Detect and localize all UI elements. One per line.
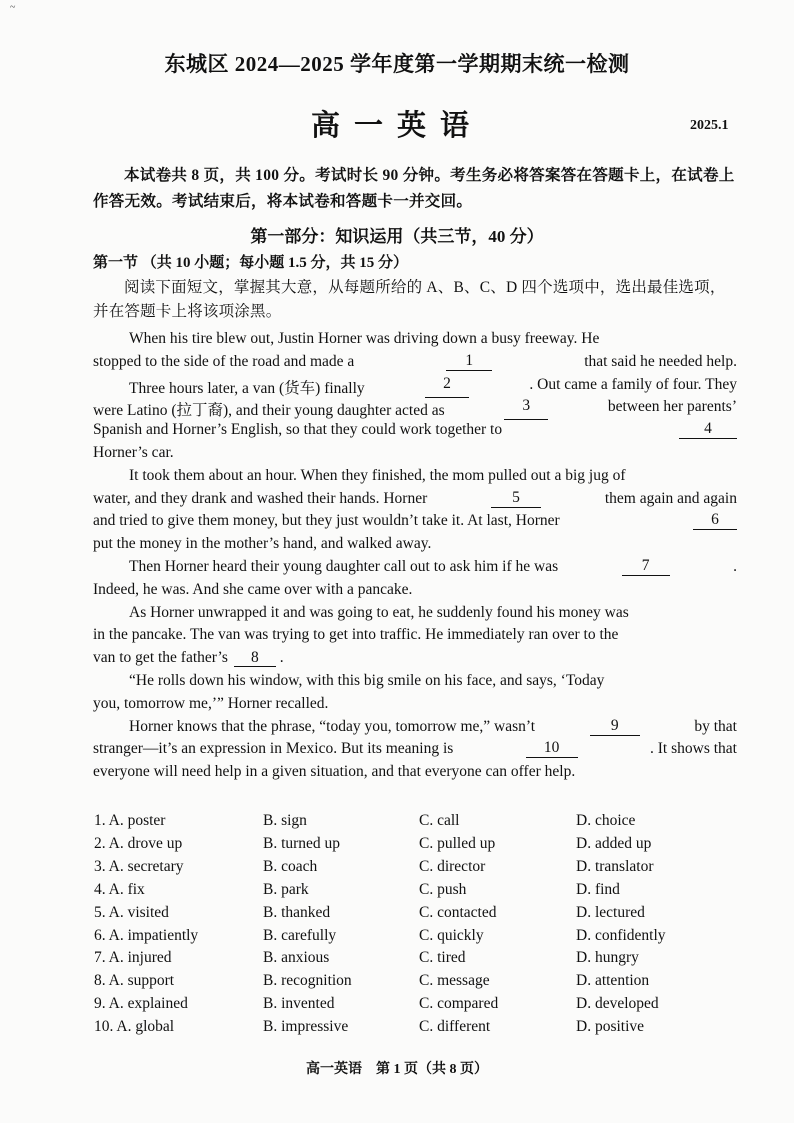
cloze-blank[interactable]: 8 <box>234 650 276 667</box>
option-choice[interactable]: C. tired <box>419 949 466 967</box>
passage-text: by that <box>694 717 737 735</box>
passage-line <box>93 421 737 439</box>
part-title: 第一部分：知识运用（共三节，40 分） <box>250 227 544 246</box>
option-choice[interactable]: 9. A. explained <box>94 995 188 1013</box>
option-choice[interactable]: D. translator <box>576 857 654 875</box>
passage-line <box>129 376 737 398</box>
passage-text: between her parents’ <box>607 398 737 416</box>
passage-text: put the money in the mother’s hand, and walked away. <box>93 535 432 553</box>
passage-text: everyone will need help in a given situation, and that everyone can offer help. <box>93 763 576 781</box>
passage-line <box>93 444 737 462</box>
passage-text: stranger—it’s an expression in Mexico. But its meaning is <box>93 740 454 758</box>
option-choice[interactable]: C. quickly <box>419 926 484 944</box>
passage-text: that said he needed help. <box>584 352 737 370</box>
option-choice[interactable]: C. call <box>419 812 460 829</box>
passage-line <box>93 512 737 530</box>
option-choice[interactable]: 6. A. impatiently <box>94 926 199 944</box>
option-choice[interactable]: B. turned up <box>263 834 341 852</box>
option-choice[interactable]: C. pulled up <box>419 834 496 852</box>
passage-text: water, and they drank and washed their hands. Horner <box>93 489 428 507</box>
exam-instructions: 本试卷共 8 页，共 100 分。考试时长 90 分钟。考生务必将答案答在答题卡上，在试卷上作答无效。考试结束后，将本试卷和答题卡一并交回。 <box>93 167 735 210</box>
passage-line <box>93 490 737 508</box>
cloze-blank[interactable]: 6 <box>693 512 737 530</box>
passage-line <box>129 558 737 576</box>
option-choice[interactable]: B. sign <box>263 812 307 829</box>
passage-line <box>93 398 737 420</box>
passage-text: Indeed, he was. And she came over with a pancake. <box>93 580 413 598</box>
exam-title: 东城区 2024—2025 学年度第一学期期末统一检测 <box>164 52 630 76</box>
passage-text: Three hours later, a van (货车) finally <box>129 379 365 397</box>
cloze-blank[interactable]: 4 <box>679 421 737 439</box>
section-title: 第一节 （共 10 小题；每小题 1.5 分，共 15 分） <box>93 255 409 271</box>
option-choice[interactable]: 4. A. fix <box>94 880 145 898</box>
option-choice[interactable]: B. carefully <box>263 926 337 944</box>
option-choice[interactable]: D. lectured <box>576 903 645 921</box>
passage-text: As Horner unwrapped it and was going to eat, he suddenly found his money was <box>129 603 629 621</box>
passage-text: . <box>733 558 737 575</box>
option-choice[interactable]: D. find <box>576 880 620 898</box>
option-choice[interactable]: 5. A. visited <box>94 903 169 921</box>
passage-line <box>93 581 737 599</box>
passage-text: and tried to give them money, but they just wouldn’t take it. At last, Horner <box>93 512 560 530</box>
passage-text: in the pancake. The van was trying to get into traffic. He immediately ran over to the <box>93 626 619 644</box>
option-choice[interactable]: C. director <box>419 857 486 875</box>
option-choice[interactable]: 2. A. drove up <box>94 834 183 852</box>
option-choice[interactable]: B. recognition <box>263 972 352 990</box>
passage-line <box>129 718 737 736</box>
cloze-blank[interactable]: 10 <box>526 740 578 758</box>
option-choice[interactable]: B. coach <box>263 857 318 875</box>
exam-date: 2025.1 <box>690 118 729 133</box>
option-choice[interactable]: D. positive <box>576 1018 645 1036</box>
option-choice[interactable]: C. message <box>419 972 490 990</box>
passage-line <box>93 353 737 371</box>
option-choice[interactable]: D. hungry <box>576 949 639 967</box>
option-choice[interactable]: C. compared <box>419 995 499 1013</box>
option-choice[interactable]: B. anxious <box>263 949 330 967</box>
option-choice[interactable]: C. contacted <box>419 903 497 921</box>
passage-line <box>93 535 737 553</box>
option-choice[interactable]: D. confidently <box>576 926 666 944</box>
passage-line <box>129 604 737 622</box>
option-choice[interactable]: D. choice <box>576 812 636 829</box>
passage-text: Spanish and Horner’s English, so that they could work together to <box>93 421 503 439</box>
passage-text: them again and again <box>604 489 737 507</box>
passage-text: van to get the father’s <box>93 649 228 667</box>
option-choice[interactable]: B. park <box>263 880 309 898</box>
passage-text: stopped to the side of the road and made a <box>93 352 355 370</box>
option-choice[interactable]: 8. A. support <box>94 972 175 990</box>
passage-text: . It shows that <box>650 740 737 758</box>
section-directions: 阅读下面短文，掌握其大意，从每题所给的 A、B、C、D 四个选项中，选出最佳选项，并在答题卡上将该项涂黑。 <box>93 279 726 320</box>
cloze-blank[interactable]: 9 <box>590 718 640 736</box>
option-choice[interactable]: B. invented <box>263 995 335 1013</box>
passage-text: Horner knows that the phrase, “today you, tomorrow me,” wasn’t <box>129 717 536 735</box>
passage-text: . <box>275 649 284 667</box>
passage-line <box>93 695 737 713</box>
passage-text: Horner’s car. <box>93 444 174 461</box>
passage-line <box>93 740 737 758</box>
cloze-blank[interactable]: 5 <box>491 490 541 508</box>
option-choice[interactable]: B. thanked <box>263 903 331 921</box>
cloze-blank[interactable]: 1 <box>446 353 492 371</box>
passage-line <box>129 467 737 485</box>
cloze-blank[interactable]: 3 <box>504 398 548 420</box>
passage-text: were Latino (拉丁裔), and their young daughter acted as <box>93 402 445 420</box>
passage-line <box>129 672 737 690</box>
option-choice[interactable]: 1. A. poster <box>94 812 166 829</box>
cloze-blank[interactable]: 7 <box>622 558 670 576</box>
option-choice[interactable]: C. push <box>419 880 467 898</box>
passage-line <box>93 649 737 667</box>
passage-text: When his tire blew out, Justin Horner was driving down a busy freeway. He <box>129 330 600 347</box>
option-choice[interactable]: B. impressive <box>263 1018 349 1036</box>
option-choice[interactable]: 10. A. global <box>94 1018 175 1036</box>
passage-line <box>93 763 737 781</box>
passage-text: It took them about an hour. When they finished, the mom pulled out a big jug of <box>129 466 626 484</box>
option-choice[interactable]: 3. A. secretary <box>94 857 184 875</box>
passage-line <box>129 330 737 348</box>
option-choice[interactable]: 7. A. injured <box>94 949 172 967</box>
passage-text: “He rolls down his window, with this big smile on his face, and says, ‘Today <box>129 672 605 689</box>
option-choice[interactable]: D. developed <box>576 995 659 1013</box>
passage-text: you, tomorrow me,’” Horner recalled. <box>93 694 329 712</box>
corner-mark: ~ <box>10 2 16 13</box>
passage-text: Then Horner heard their young daughter call out to ask him if he was <box>129 558 559 575</box>
option-choice[interactable]: D. added up <box>576 834 652 852</box>
option-choice[interactable]: C. different <box>419 1018 491 1036</box>
option-choice[interactable]: D. attention <box>576 972 650 990</box>
page-footer: 高一英语 第 1 页（共 8 页） <box>306 1062 488 1077</box>
passage-text: . Out came a family of four. They <box>529 375 737 393</box>
subject-title: 高一英语 <box>310 110 483 142</box>
passage-line <box>93 626 737 644</box>
cloze-blank[interactable]: 2 <box>425 376 469 398</box>
